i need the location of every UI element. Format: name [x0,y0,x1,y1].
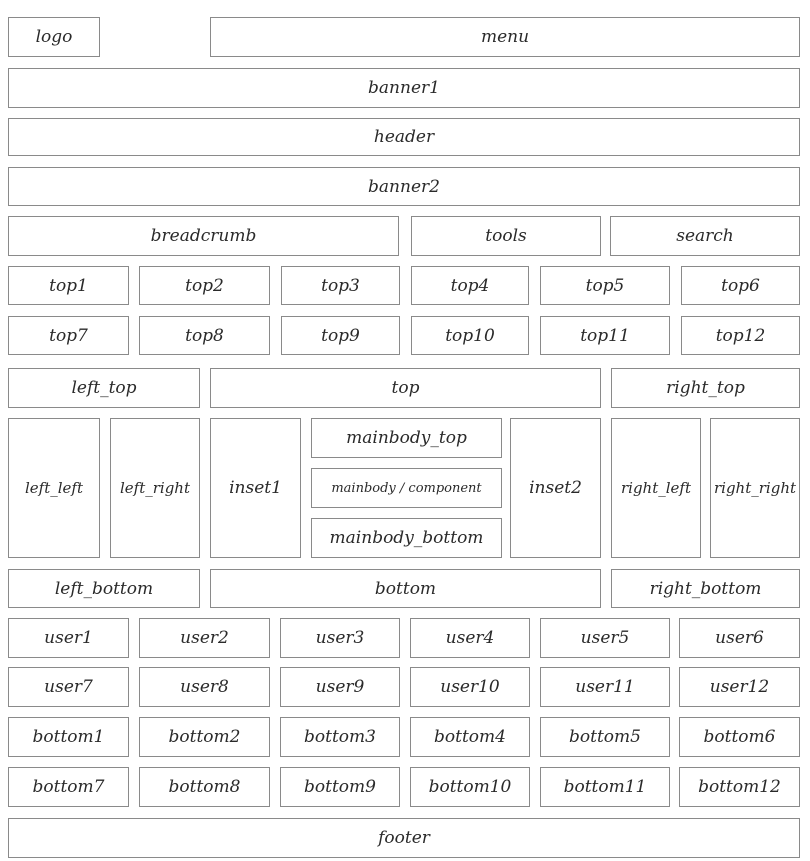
bottom7-position: bottom7 [8,767,129,807]
inset1-position: inset1 [210,418,301,558]
top10-position: top10 [411,316,529,355]
top4-position: top4 [411,266,529,305]
top1-position: top1 [8,266,129,305]
bottom2-position: bottom2 [139,717,270,757]
top8-position: top8 [139,316,270,355]
top11-position: top11 [540,316,670,355]
bottom5-position: bottom5 [540,717,670,757]
bottom4-position: bottom4 [410,717,530,757]
bottom11-position: bottom11 [540,767,670,807]
user12-position: user12 [679,667,800,707]
bottom6-position: bottom6 [679,717,800,757]
top2-position: top2 [139,266,270,305]
user6-position: user6 [679,618,800,658]
mainbody-component-position: mainbody / component [311,468,502,508]
bottom9-position: bottom9 [280,767,400,807]
bottom12-position: bottom12 [679,767,800,807]
right-right-position: right_right [710,418,800,558]
top5-position: top5 [540,266,670,305]
bottom10-position: bottom10 [410,767,530,807]
header-position: header [8,118,800,156]
user7-position: user7 [8,667,129,707]
left-bottom-position: left_bottom [8,569,200,608]
user11-position: user11 [540,667,670,707]
inset2-position: inset2 [510,418,601,558]
mainbody-top-position: mainbody_top [311,418,502,458]
right-left-position: right_left [611,418,701,558]
right-top-position: right_top [611,368,800,408]
banner2-position: banner2 [8,167,800,206]
bottom1-position: bottom1 [8,717,129,757]
bottom3-position: bottom3 [280,717,400,757]
left-left-position: left_left [8,418,100,558]
logo-position: logo [8,17,100,57]
left-top-position: left_top [8,368,200,408]
user8-position: user8 [139,667,270,707]
top-position: top [210,368,601,408]
tools-position: tools [411,216,601,256]
menu-position: menu [210,17,800,57]
banner1-position: banner1 [8,68,800,108]
footer-position: footer [8,818,800,858]
search-position: search [610,216,800,256]
top9-position: top9 [281,316,400,355]
top3-position: top3 [281,266,400,305]
top7-position: top7 [8,316,129,355]
mainbody-bottom-position: mainbody_bottom [311,518,502,558]
right-bottom-position: right_bottom [611,569,800,608]
left-right-position: left_right [110,418,200,558]
bottom-position: bottom [210,569,601,608]
user5-position: user5 [540,618,670,658]
user4-position: user4 [410,618,530,658]
user1-position: user1 [8,618,129,658]
top12-position: top12 [681,316,800,355]
user10-position: user10 [410,667,530,707]
user2-position: user2 [139,618,270,658]
breadcrumb-position: breadcrumb [8,216,399,256]
bottom8-position: bottom8 [139,767,270,807]
user3-position: user3 [280,618,400,658]
user9-position: user9 [280,667,400,707]
top6-position: top6 [681,266,800,305]
